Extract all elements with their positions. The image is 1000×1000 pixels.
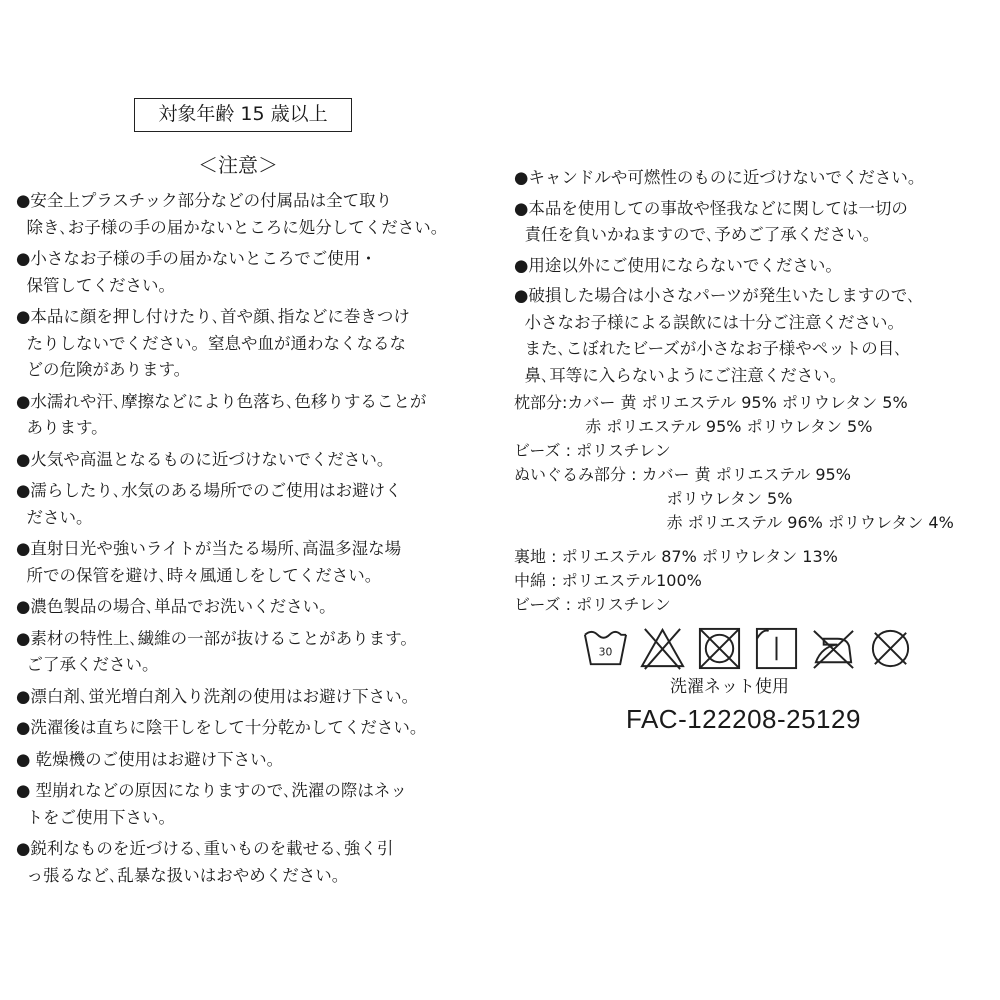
- warning-item: ● 乾燥機のご使用はお避け下さい。: [16, 749, 284, 769]
- wash-temp-label: 30: [598, 644, 613, 658]
- warning-item: ●鋭利なものを近づける､重いものを載せる､強く引 っ張るなど､乱暴な扱いはおやめください。: [16, 839, 394, 885]
- warning-item: ●用途以外にご使用にならないでください。: [514, 255, 842, 275]
- age-notice-box: [134, 98, 352, 132]
- materials-block: [514, 391, 994, 535]
- do-not-dry-clean-icon: [867, 625, 914, 672]
- materials-block-2: [514, 545, 994, 617]
- material-line: ぬいぐるみ部分 : カバー 黄 ポリエステル 95%: [514, 465, 851, 484]
- right-warnings-column: [514, 165, 994, 617]
- warning-item: ●本品を使用しての事故や怪我などに関しては一切の 責任を負いかねますので､予めご了承ください。: [514, 198, 908, 244]
- material-line: ビーズ : ポリスチレン: [514, 595, 671, 614]
- warning-item: ●破損した場合は小さなパーツが発生いたしますので､ 小さなお子様による誤飲には十分ご注意ください。 また､こぼれたビーズが小さなお子様やペットの目､ 鼻､耳等に入らないようにご注意ください。: [514, 286, 916, 385]
- warning-item: ● 型崩れなどの原因になりますので､洗濯の際はネッ トをご使用下さい。: [16, 781, 407, 827]
- age-notice-text: 対象年齢 15 歳以上: [158, 103, 328, 125]
- warning-item: ●直射日光や強いライトが当たる場所､高温多湿な場 所での保管を避け､時々風通しをしてください。: [16, 539, 402, 585]
- warning-item: ●水濡れや汗､摩擦などにより色落ち､色移りすることが あります。: [16, 391, 427, 437]
- material-line: ポリウレタン 5%: [514, 489, 793, 508]
- do-not-tumble-dry-icon: [696, 625, 743, 672]
- material-line: 枕部分:カバー 黄 ポリエステル 95% ポリウレタン 5%: [514, 393, 908, 412]
- warning-item: ●漂白剤､蛍光増白剤入り洗剤の使用はお避け下さい。: [16, 686, 419, 706]
- material-line: 裏地 : ポリエステル 87% ポリウレタン 13%: [514, 547, 838, 566]
- material-line: 中綿 : ポリエステル100%: [514, 571, 702, 590]
- warning-item: ●安全上プラスチック部分などの付属品は全て取り 除き､お子様の手の届かないところに処分してください。: [16, 191, 448, 237]
- do-not-iron-icon: [810, 625, 857, 672]
- product-code: FAC-122208-25129: [626, 704, 861, 734]
- notice-heading: ＜注意＞: [198, 153, 278, 177]
- warning-item: ●本品に顔を押し付けたり､首や顔､指などに巻きつけ たりしないでください。窒息や血が通わなくなるな どの危険があります。: [16, 307, 410, 379]
- material-line: 赤 ポリエステル 95% ポリウレタン 5%: [514, 417, 873, 436]
- care-symbols: [582, 624, 912, 672]
- warning-item: ●火気や高温となるものに近づけないでください。: [16, 449, 394, 469]
- wash-30-icon: [582, 625, 629, 672]
- warning-item: ●キャンドルや可燃性のものに近づけないでください。: [514, 168, 925, 187]
- warning-item: ●濃色製品の場合､単品でお洗いください。: [16, 597, 336, 616]
- warning-item: ●小さなお子様の手の届かないところでご使用・ 保管してください。: [16, 249, 377, 295]
- left-warnings-column: [16, 188, 486, 889]
- material-line: ビーズ : ポリスチレン: [514, 441, 671, 460]
- wash-net-text: 洗濯ネット使用: [670, 677, 789, 697]
- warning-item: ●濡らしたり､水気のある場所でのご使用はお避けく ださい。: [16, 481, 402, 527]
- warning-item: ●素材の特性上､繊維の一部が抜けることがあります。 ご了承ください。: [16, 628, 417, 674]
- warning-item: ●洗濯後は直ちに陰干しをして十分乾かしてください。: [16, 718, 427, 737]
- line-dry-icon: [753, 625, 800, 672]
- material-line: 赤 ポリエステル 96% ポリウレタン 4%: [514, 513, 954, 532]
- do-not-bleach-icon: [639, 625, 686, 672]
